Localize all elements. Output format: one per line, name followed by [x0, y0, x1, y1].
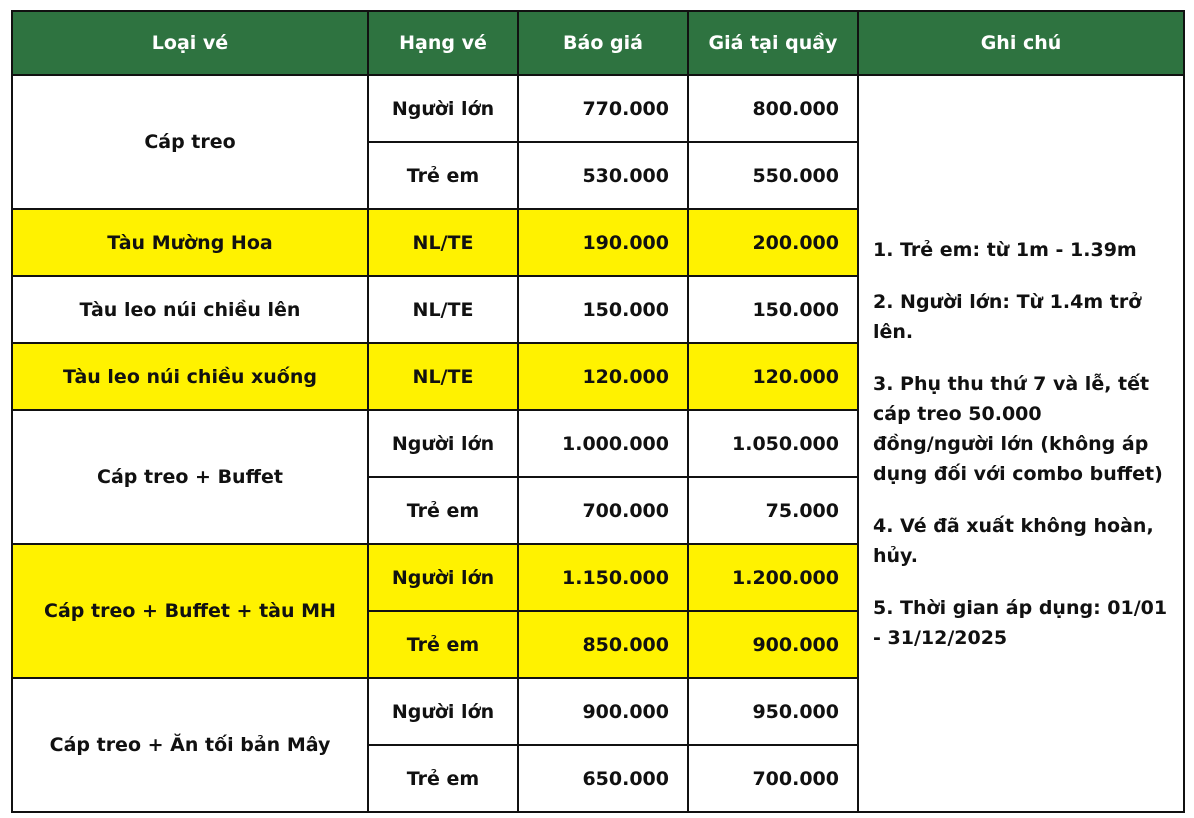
quote-price-cell: 1.000.000: [518, 410, 688, 477]
ticket-class-cell: NL/TE: [368, 209, 518, 276]
ticket-class-cell: Người lớn: [368, 544, 518, 611]
quote-price-cell: 900.000: [518, 678, 688, 745]
ticket-class-cell: Người lớn: [368, 678, 518, 745]
note-item: 4. Vé đã xuất không hoàn, hủy.: [873, 514, 1154, 567]
header-counter-price: Giá tại quầy: [688, 11, 858, 75]
counter-price-cell: 900.000: [688, 611, 858, 678]
counter-price-cell: 800.000: [688, 75, 858, 142]
counter-price-cell: 950.000: [688, 678, 858, 745]
table-row: [12, 75, 1184, 142]
quote-price-cell: 850.000: [518, 611, 688, 678]
ticket-class-cell: Trẻ em: [368, 611, 518, 678]
quote-price-cell: 1.150.000: [518, 544, 688, 611]
ticket-class-cell: Trẻ em: [368, 477, 518, 544]
header-ticket-class: Hạng vé: [368, 11, 518, 75]
counter-price-cell: 1.200.000: [688, 544, 858, 611]
quote-price-cell: 150.000: [518, 276, 688, 343]
counter-price-cell: 700.000: [688, 745, 858, 812]
ticket-class-cell: Trẻ em: [368, 745, 518, 812]
counter-price-cell: 550.000: [688, 142, 858, 209]
counter-price-cell: 120.000: [688, 343, 858, 410]
counter-price-cell: 75.000: [688, 477, 858, 544]
quote-price-cell: 190.000: [518, 209, 688, 276]
ticket-type-cell: Cáp treo + Buffet + tàu MH: [12, 544, 368, 678]
header-notes: Ghi chú: [858, 11, 1184, 75]
notes-cell: [858, 75, 1184, 812]
ticket-type-cell: Cáp treo + Buffet: [12, 410, 368, 544]
header-ticket-type: Loại vé: [12, 11, 368, 75]
quote-price-cell: 650.000: [518, 745, 688, 812]
counter-price-cell: 1.050.000: [688, 410, 858, 477]
quote-price-cell: 770.000: [518, 75, 688, 142]
note-item: 1. Trẻ em: từ 1m - 1.39m: [873, 238, 1137, 261]
ticket-type-cell: Tàu Mường Hoa: [12, 209, 368, 276]
price-table: [11, 10, 1185, 813]
header-row: [12, 11, 1184, 75]
ticket-class-cell: Người lớn: [368, 75, 518, 142]
ticket-class-cell: Trẻ em: [368, 142, 518, 209]
quote-price-cell: 700.000: [518, 477, 688, 544]
note-item: 3. Phụ thu thứ 7 và lễ, tết cáp treo 50.000 đồng/người lớn (không áp dụng đối với combo buffet): [873, 372, 1163, 485]
ticket-type-cell: Cáp treo: [12, 75, 368, 209]
ticket-type-cell: Cáp treo + Ăn tối bản Mây: [12, 678, 368, 812]
quote-price-cell: 120.000: [518, 343, 688, 410]
quote-price-cell: 530.000: [518, 142, 688, 209]
ticket-type-cell: Tàu leo núi chiều lên: [12, 276, 368, 343]
ticket-type-cell: Tàu leo núi chiều xuống: [12, 343, 368, 410]
header-quote-price: Báo giá: [518, 11, 688, 75]
counter-price-cell: 200.000: [688, 209, 858, 276]
ticket-class-cell: Người lớn: [368, 410, 518, 477]
note-item: 5. Thời gian áp dụng: 01/01 - 31/12/2025: [873, 596, 1168, 649]
ticket-class-cell: NL/TE: [368, 276, 518, 343]
ticket-class-cell: NL/TE: [368, 343, 518, 410]
counter-price-cell: 150.000: [688, 276, 858, 343]
note-item: 2. Người lớn: Từ 1.4m trở lên.: [873, 290, 1142, 343]
